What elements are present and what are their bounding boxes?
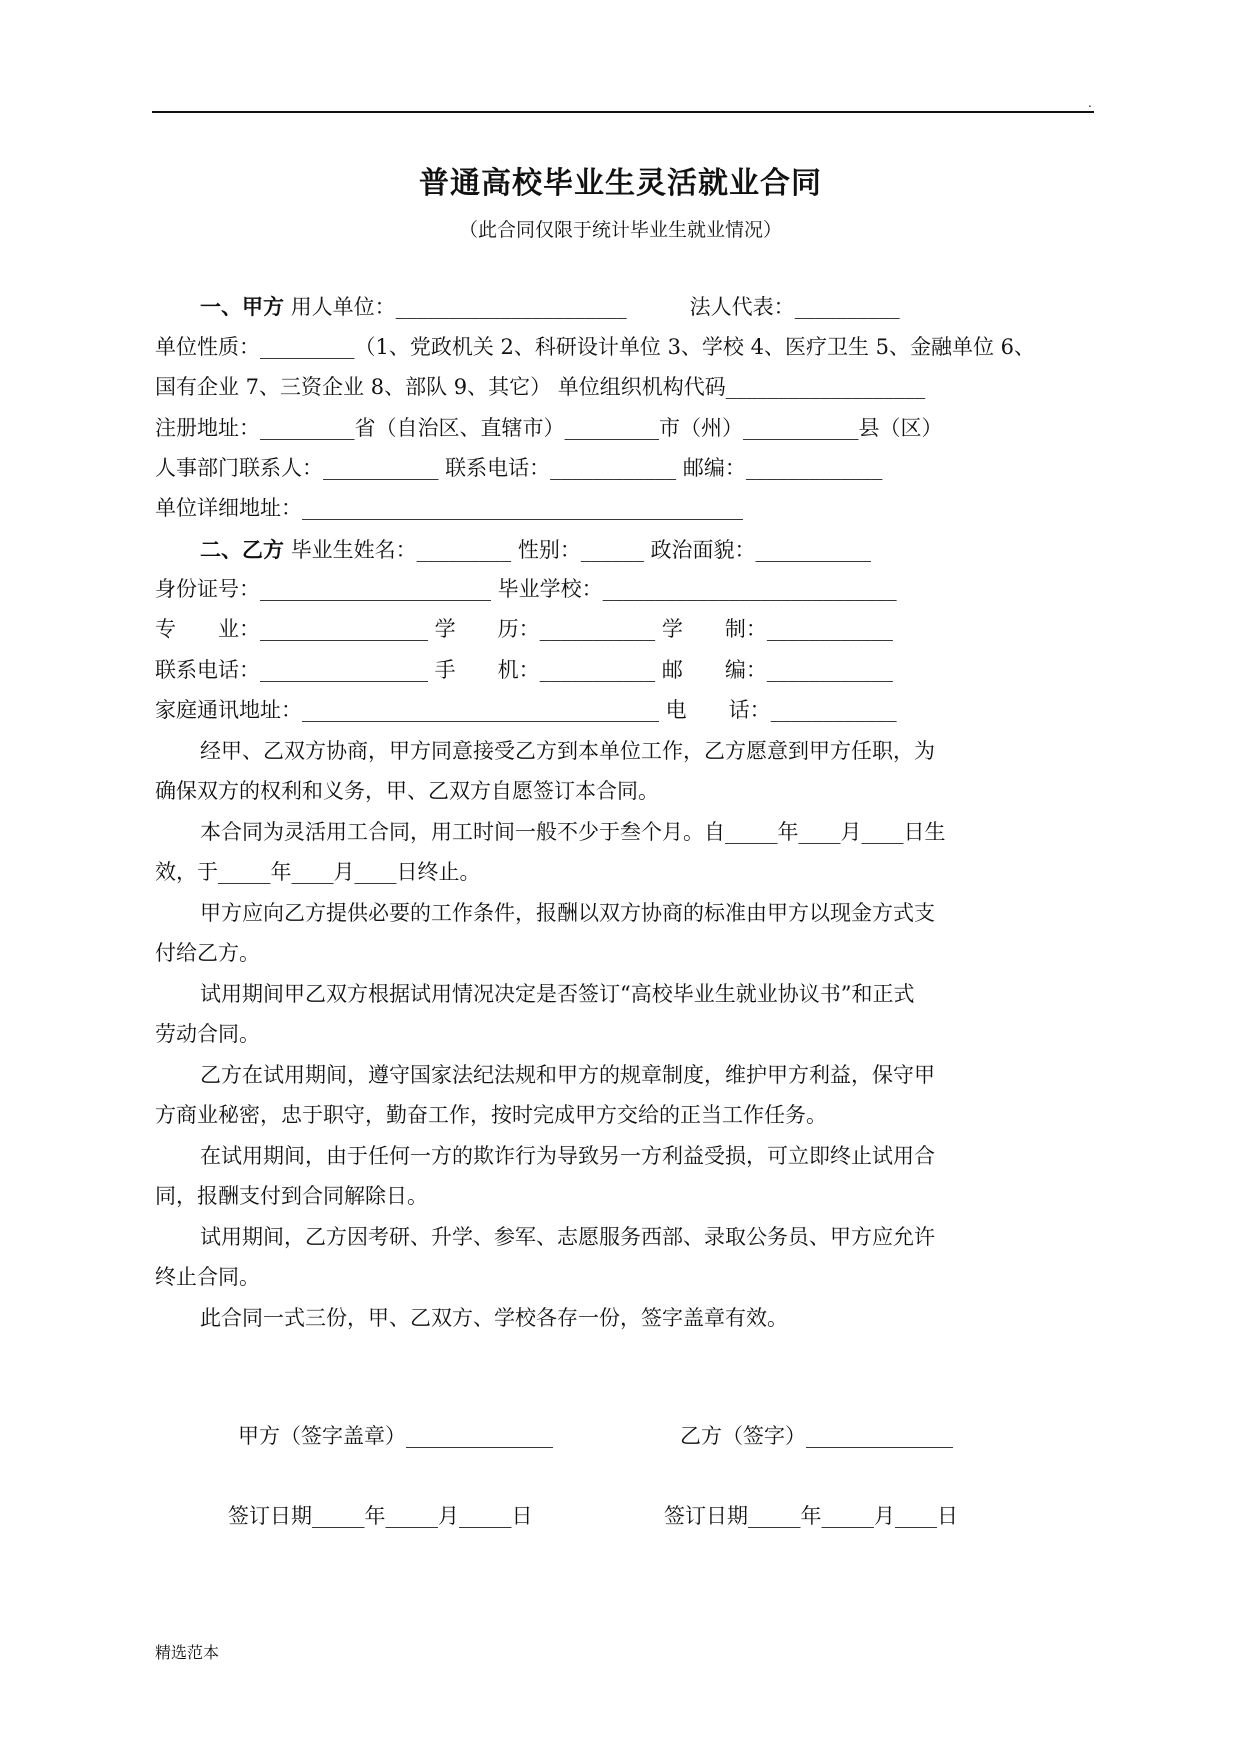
party-a-signature: 甲方（签字盖章）______________ bbox=[238, 1424, 553, 1448]
para-8: 此合同一式三份，甲、乙双方、学校各存一份，签字盖章有效。 bbox=[200, 1306, 788, 1330]
party-a-unit-type: 单位性质：_________（1、党政机关 2、科研设计单位 3、学校 4、医疗卫生 5、金融单位 6、 bbox=[155, 335, 1036, 359]
para-1b: 确保双方的权利和义务，甲、乙双方自愿签订本合同。 bbox=[155, 779, 659, 803]
para-6a: 在试用期间，由于任何一方的欺诈行为导致另一方利益受损，可立即终止试用合 bbox=[200, 1144, 935, 1168]
party-a-line-2 bbox=[155, 337, 1035, 358]
party-a-org-code: 国有企业 7、三资企业 8、部队 9、其它） 单位组织机构代码___________________ bbox=[155, 375, 926, 399]
party-b-line-1 bbox=[200, 539, 871, 561]
para-7a: 试用期间，乙方因考研、升学、参军、志愿服务西部、录取公务员、甲方应允许 bbox=[200, 1225, 935, 1249]
footer-text: 精选范本 bbox=[155, 1643, 220, 1662]
party-a-unit-and-rep: 用人单位：______________________ 法人代表：__________ bbox=[290, 295, 900, 319]
party-a-detailed-address: 单位详细地址：__________________________________________ bbox=[155, 496, 743, 520]
party-a-line-5 bbox=[155, 458, 882, 479]
party-a-line-6 bbox=[155, 498, 743, 519]
para-5a: 乙方在试用期间，遵守国家法纪法规和甲方的规章制度，维护甲方利益，保守甲 bbox=[200, 1063, 935, 1087]
party-a-registered-address: 注册地址：_________省（自治区、直辖市）_________市（州）___________县（区） bbox=[155, 416, 943, 440]
document-title: 普通高校毕业生灵活就业合同 bbox=[419, 166, 822, 201]
document-subtitle: （此合同仅限于统计毕业生就业情况） bbox=[458, 219, 782, 241]
header-rule bbox=[152, 111, 1094, 113]
party-b-phone-mobile: 联系电话：________________ 手 机：___________ 邮 编：____________ bbox=[155, 658, 893, 682]
party-a-sign-date: 签订日期_____年_____月_____日 bbox=[228, 1504, 533, 1528]
party-b-heading: 二、乙方 bbox=[200, 537, 284, 562]
party-b-line-2 bbox=[155, 579, 897, 600]
party-b-major-degree: 专 业：________________ 学 历：___________ 学 制：____________ bbox=[155, 617, 893, 641]
para-3a: 甲方应向乙方提供必要的工作条件，报酬以双方协商的标准由甲方以现金方式支 bbox=[200, 901, 935, 925]
para-7b: 终止合同。 bbox=[155, 1265, 260, 1289]
party-b-sign-date: 签订日期_____年_____月____日 bbox=[664, 1504, 958, 1528]
party-b-name-gender: 毕业生姓名：_________ 性别：______ 政治面貌：___________ bbox=[290, 538, 872, 562]
party-b-line-5 bbox=[155, 700, 897, 721]
para-1a: 经甲、乙双方协商，甲方同意接受乙方到本单位工作，乙方愿意到甲方任职，为 bbox=[200, 739, 935, 763]
para-3b: 付给乙方。 bbox=[155, 941, 260, 965]
party-a-line-4 bbox=[155, 418, 943, 439]
party-b-line-3 bbox=[155, 619, 893, 640]
party-a-line-1 bbox=[200, 296, 900, 318]
party-b-signature: 乙方（签字）______________ bbox=[680, 1424, 953, 1448]
party-a-heading: 一、甲方 bbox=[200, 294, 284, 319]
para-5b: 方商业秘密，忠于职守，勤奋工作，按时完成甲方交给的正当工作任务。 bbox=[155, 1103, 827, 1127]
para-6b: 同，报酬支付到合同解除日。 bbox=[155, 1184, 428, 1208]
header-mark: . bbox=[1088, 96, 1092, 110]
party-b-id-school: 身份证号：______________________ 毕业学校：____________________________ bbox=[155, 577, 897, 601]
para-2b: 效，于_____年____月____日终止。 bbox=[155, 860, 481, 884]
para-2a: 本合同为灵活用工合同，用工时间一般不少于叁个月。自_____年____月____日生 bbox=[200, 820, 946, 844]
party-b-line-4 bbox=[155, 660, 893, 681]
party-b-home-address: 家庭通讯地址：__________________________________ 电 话：____________ bbox=[155, 698, 897, 722]
para-4a: 试用期间甲乙双方根据试用情况决定是否签订“高校毕业生就业协议书”和正式 bbox=[200, 982, 915, 1006]
para-4b: 劳动合同。 bbox=[155, 1022, 260, 1046]
party-a-line-3 bbox=[155, 377, 925, 398]
party-a-hr-contact: 人事部门联系人：___________ 联系电话：____________ 邮编：_____________ bbox=[155, 456, 883, 480]
